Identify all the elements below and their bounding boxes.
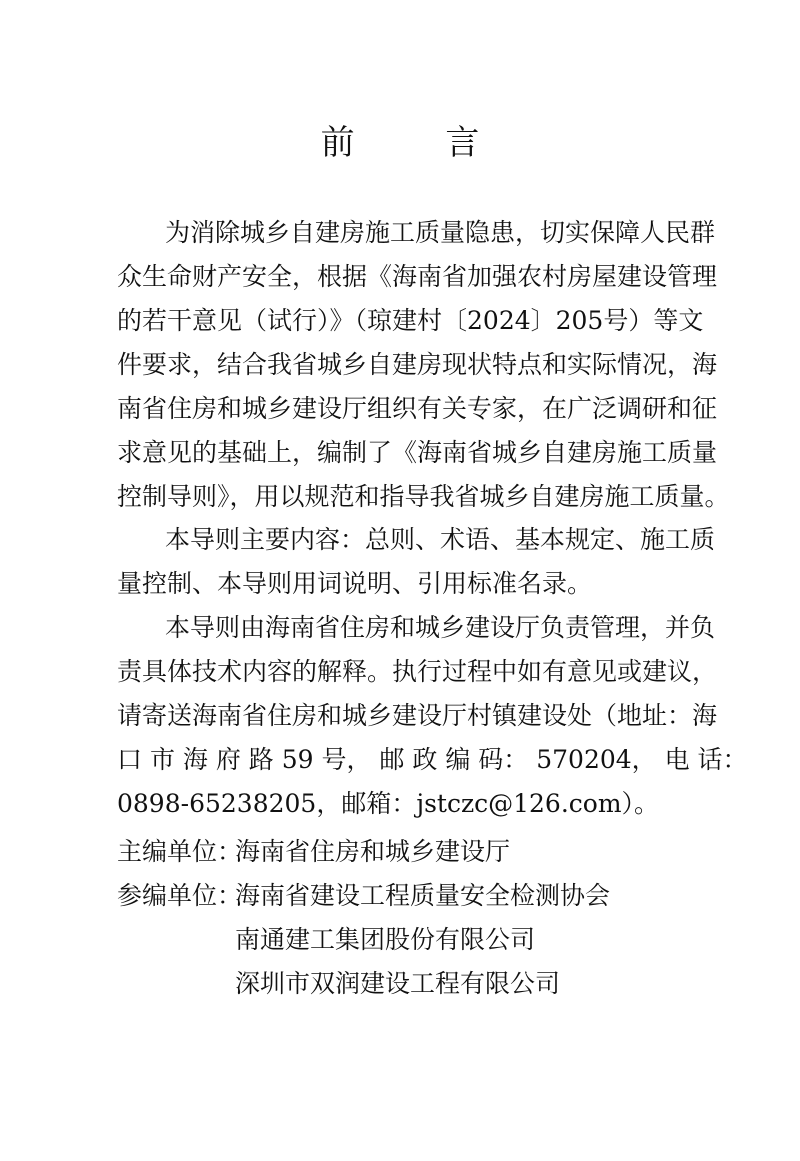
text-line: 量控制、本导则用词说明、引用标准名录。 — [117, 569, 593, 598]
text-line: 求意见的基础上，编制了《海南省城乡自建房施工质量 — [117, 438, 718, 467]
chief-editor-value: 海南省住房和城乡建设厅 — [235, 837, 511, 866]
text-line: 本导则主要内容：总则、术语、基本规定、施工质 — [165, 525, 716, 554]
text-line: 控制导则》，用以规范和指导我省城乡自建房施工质量。 — [117, 482, 730, 511]
text-line: 南省住房和城乡建设厅组织有关专家，在广泛调研和征 — [117, 394, 718, 423]
participating-editor: 深圳市双润建设工程有限公司 — [235, 969, 561, 998]
text-line: 众生命财产安全，根据《海南省加强农村房屋建设管理 — [117, 262, 718, 291]
text-line: 口 市 海 府 路 59 号， 邮 政 编 码： 570204， 电 话： — [117, 745, 748, 774]
text-line: 件要求，结合我省城乡自建房现状特点和实际情况，海 — [117, 350, 718, 379]
text-line: 请寄送海南省住房和城乡建设厅村镇建设处（地址：海 — [117, 701, 718, 730]
participating-editors-label: 参编单位： — [117, 881, 243, 910]
chief-editor-label: 主编单位： — [117, 837, 243, 866]
page-title: 前 言 — [320, 123, 520, 163]
text-line: 的若干意见（试行）》（琼建村〔2024〕205号）等文 — [117, 306, 704, 335]
participating-editor: 海南省建设工程质量安全检测协会 — [235, 881, 611, 910]
text-line: 为消除城乡自建房施工质量隐患，切实保障人民群 — [165, 218, 716, 247]
text-line: 0898-65238205，邮箱：jstczc@126.com）。 — [117, 789, 660, 818]
text-line: 责具体技术内容的解释。执行过程中如有意见或建议， — [117, 657, 718, 686]
participating-editor: 南通建工集团股份有限公司 — [235, 925, 536, 954]
text-line: 本导则由海南省住房和城乡建设厅负责管理，并负 — [165, 613, 716, 642]
